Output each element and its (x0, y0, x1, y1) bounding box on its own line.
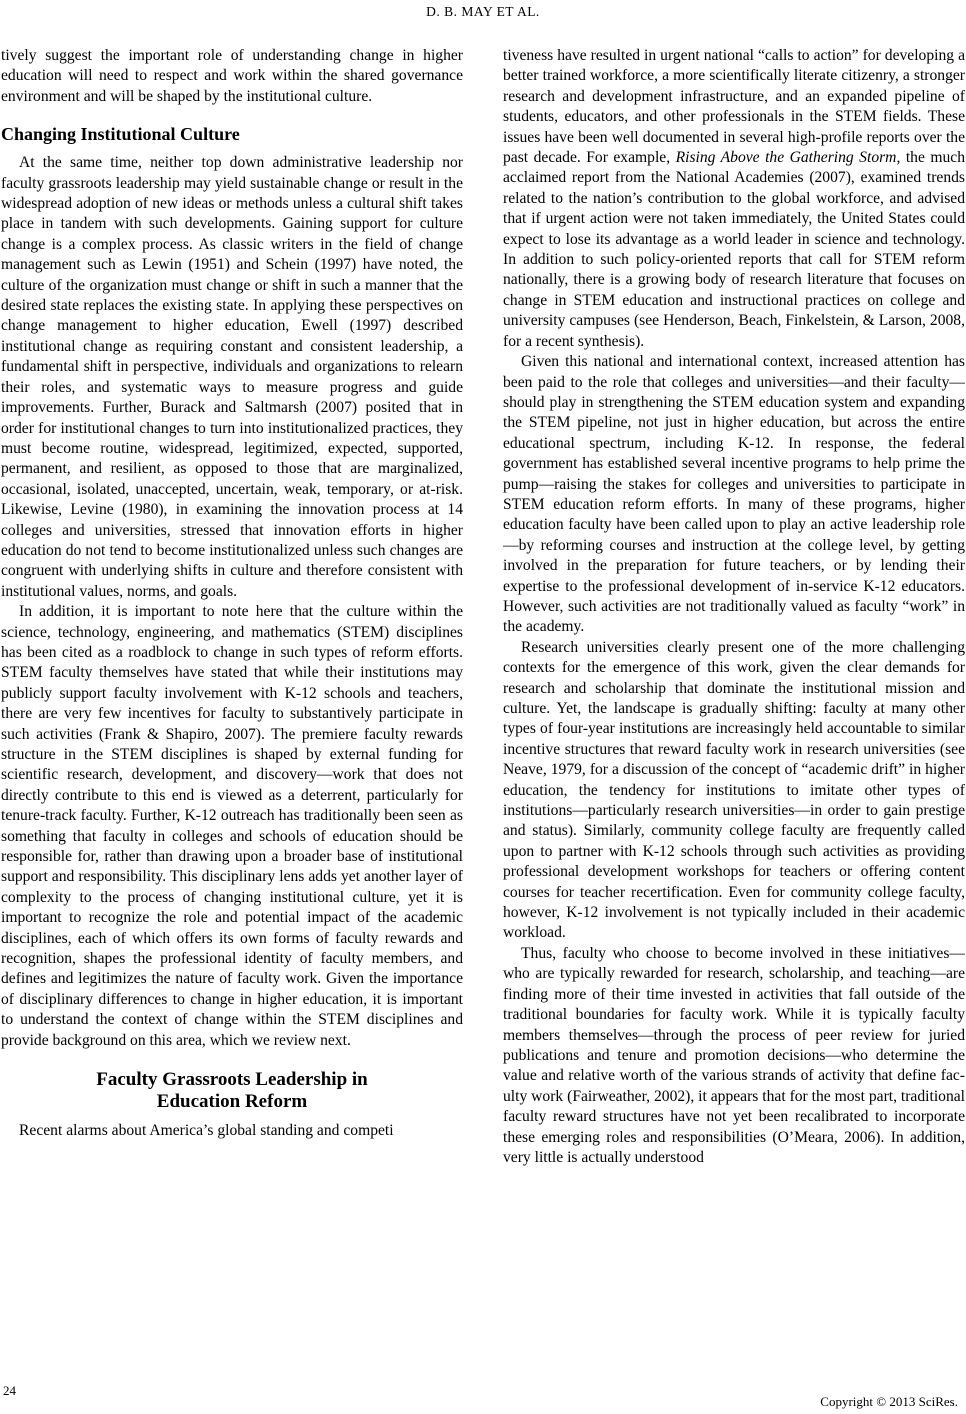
paragraph: Thus, faculty who choose to become involved in these initiatives—who are typically rewarded for research, scholarship, and teaching—are finding more of their time invested in activities that fall outside of the traditional boundaries for faculty work. While it is typically faculty members themselves—through the process of peer review for juried publications and tenure and promotion decisions—who determine the value and relative worth of the various strands of activity that define faculty work (Fairweather, 2002), it appears that for the most part, traditional faculty reward structures have not yet been recalibrated to incorporate these emerging roles and responsibilities (O’Meara, 2006). In addition, very little is actually understood (503, 944, 965, 1166)
right-column (503, 46, 965, 1376)
report-title: Rising Above the Gathering Storm (675, 149, 897, 167)
text-run: , the much acclaimed report from the National Academies (2007), examined trends related to the nation’s contribution to the global workforce, and advised that if urgent action were not taken immediately, the United States could expect to lose its advantage as a world leader in science and technology. In addition to such policy-oriented reports that call for STEM reform nationally, there is a growing body of research literature that focuses on change in STEM education and instructional practices on college and university campuses (see Henderson, Beach, Finkelstein, & Larson, 2008, for a recent synthesis). (503, 149, 965, 350)
left-column (1, 46, 463, 1376)
paragraph: At the same time, neither top down administrative leadership nor faculty grassroots leadership may yield sustainable change or result in the widespread adoption of new ideas or methods unless a cultural shift takes place in tandem with such developments. Gaining support for culture change is a complex process. As classic writers in the field of change management such as Lewin (1951) and Schein (1997) have noted, the culture of the organization must change or shift in such a manner that the desired state replaces the existing state. In applying these perspectives on change management to higher education, Ewell (1997) described institutional change as requiring constant and consistent leadership, a fundamental shift in perspective, individuals and organizations to relearn their roles, and systematic ways to measure progress and guide improvements. Further, Burack and Saltmarsh (2007) posited that in order for institutional changes to turn into institutionalized practices, they must become routine, widespread, legitimized, expected, supported, permanent, and resilient, as opposed to those that are marginalized, occasional, isolated, unaccepted, uncertain, weak, temporary, or at-risk. Likewise, Levine (1980), in examining the innovation process at 14 colleges and universities, stressed that innovation efforts in higher education do not tend to become institutionalized unless such changes are congruent with underlying shifts in culture and therefore consistent with institutional values, norms, and goals. (1, 154, 463, 600)
page-number: 24 (3, 1383, 16, 1398)
paragraph: In addition, it is important to note here that the culture within the science, technology, engineering, and mathematics (STEM) disciplines has been cited as a roadblock to change in such types of reform efforts. STEM faculty themselves have stated that while their institutions may publicly support faculty involvement with K-12 schools and teachers, there are very few incentives for faculty to substantively participate in such activities (Frank & Shapiro, 2007). The premiere faculty rewards structure in the STEM disciplines is shaped by external funding for scientific research, development, and discovery—work that does not directly contribute to this end is viewed as a deterrent, particularly for tenure-track faculty. Further, K-12 outreach has traditionally been seen as something that faculty in colleges and schools of education should be responsible for, rather than drawing upon a broader base of institutional support and responsibility. This disciplinary lens adds yet another layer of complexity to the process of changing institutional culture, yet it is important to recognize the role and potential impact of the academic disciplines, each of which offers its own forms of faculty rewards and recognition, shapes the professional identity of faculty members, and defines and legitimizes the nature of faculty work. Given the importance of disciplinary differences to change in higher education, it is important to understand the context of change within the STEM disciplines and provide background on this area, which we review next. (1, 603, 463, 1049)
copyright-notice: Copyright © 2013 SciRes. (820, 1394, 958, 1409)
section-heading-faculty-grassroots-leadership (1, 1069, 463, 1113)
paragraph-continuation: tively suggest the important role of understanding change in higher education will need to respect and work within the shared governance environment and will be shaped by the institutional culture. (1, 47, 463, 105)
text-run: tiveness have resulted in urgent national “calls to action” for developing a better trained workforce, a more scientifically literate citizenry, a stronger research and development infrastructure, and an expanded pipeline of students, educators, and other professionals in the STEM fields. These issues have been well documented in several high-profile reports over the past decade. For example, (503, 47, 965, 167)
paragraph: Recent alarms about America’s global standing and competi (19, 1122, 394, 1140)
heading-line-2: Education Reform (156, 1091, 308, 1113)
paragraph-continuation (503, 46, 965, 352)
paragraph: Given this national and international context, increased attention has been paid to the role that colleges and universities—and their faculty—should play in strengthening the STEM education system and expanding the STEM pipeline, not just in higher education, but across the entire educational spectrum, including K-12. In response, the federal government has established several incentive programs to help prime the pump—raising the stakes for colleges and universities to participate in STEM education reform efforts. In many of these programs, higher education faculty have been called upon to play an active leadership role—by reforming courses and instruction at the college level, by getting involved in the preparation for future teachers, or by lending their expertise to the professional development of in-service K-12 educators. However, such activities are not traditionally valued as faculty “work” in the academy. (503, 353, 965, 636)
section-heading-changing-institutional-culture: Changing Institutional Culture (1, 124, 240, 145)
heading-line-1: Faculty Grassroots Leadership in (96, 1069, 368, 1091)
paragraph: Research universities clearly present one of the more challenging contexts for the emergence of this work, given the clear demands for research and scholarship that dominate the institutional mission and culture. Yet, the landscape is gradually shifting: faculty at many other types of four-year institutions are increasingly held accountable to similar incentive structures that reward faculty work in research universities (see Neave, 1979, for a discussion of the concept of “academic drift” in higher education, the tendency for institutions to imitate other types of institutions—particularly research universities—in order to gain prestige and status). Similarly, community college faculty are frequently called upon to partner with K-12 schools through such activities as providing professional development workshops for teachers or offering content courses for teacher recertification. Even for community college faculty, however, K-12 involvement is not typically included in their academic workload. (503, 638, 965, 942)
running-head: D. B. MAY ET AL. (426, 4, 540, 19)
